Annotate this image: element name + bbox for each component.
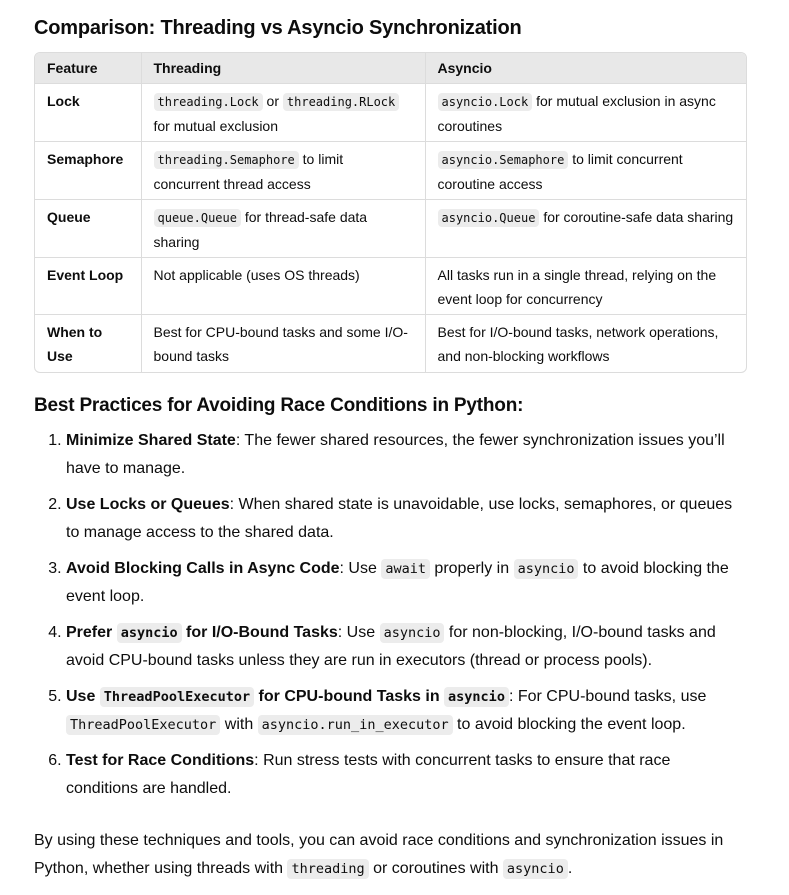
item-title-part: for I/O-Bound Tasks [181,623,338,641]
feature-cell: Queue [35,200,141,258]
inline-code: asyncio [503,859,568,879]
inline-code: asyncio [380,623,445,643]
item-title: Use Locks or Queues [66,495,230,513]
table-row [35,200,746,258]
feature-cell: Event Loop [35,258,141,315]
item-text: to avoid blocking the event loop. [66,559,729,605]
item-title [66,624,338,641]
summary-text: or coroutines with [368,859,503,877]
item-text: : Use [337,623,380,641]
inline-code: asyncio [514,559,579,579]
summary-text: . [567,859,573,877]
summary-text: By using these techniques and tools, you can avoid race conditions and synchronization issues in Python, whether using threads with [34,831,724,877]
threading-cell [141,84,425,142]
summary-paragraph [34,827,746,883]
best-practices-list [34,427,746,803]
table-row [35,84,746,142]
item-title: Avoid Blocking Calls in Async Code [66,559,340,577]
inline-code: ThreadPoolExecutor [66,715,220,735]
inline-code: threading.Semaphore [154,151,299,169]
threading-cell [141,200,425,258]
section-title: Comparison: Threading vs Asyncio Synchronization [34,17,522,39]
table-row [35,258,746,315]
item-title-part: Use [66,687,100,705]
comparison-table [34,52,747,373]
list-item [66,555,746,611]
inline-code: asyncio.Queue [438,209,540,227]
item-text: : When shared state is unavoidable, use locks, semaphores, or queues to manage access to the shared data. [66,495,733,541]
item-title: Test for Race Conditions [66,751,255,769]
list-item [66,619,746,675]
cell-text: for mutual exclusion in async coroutines [437,93,716,134]
item-title: Minimize Shared State [66,431,236,449]
threading-cell: Best for CPU-bound tasks and some I/O-bound tasks [141,315,425,372]
item-text: to avoid blocking the event loop. [452,715,686,733]
header-feature: Feature [35,53,141,84]
item-text: for non-blocking, I/O-bound tasks and avoid CPU-bound tasks unless they are run in executors (thread or process pools). [66,623,716,669]
inline-code: asyncio.Lock [438,93,533,111]
table-header-row [35,53,746,84]
cell-text: to limit concurrent thread access [153,151,344,192]
asyncio-cell [425,142,746,200]
best-practices-heading: Best Practices for Avoiding Race Conditions in Python: [34,394,524,416]
cell-text: for mutual exclusion [153,118,279,134]
item-title-part: Prefer [66,623,117,641]
threading-cell: Not applicable (uses OS threads) [141,258,425,315]
inline-code: await [381,559,430,579]
inline-code: queue.Queue [154,209,241,227]
inline-code: threading [287,859,368,879]
item-text: properly in [429,559,514,577]
item-text: : Run stress tests with concurrent tasks to ensure that race conditions are handled. [66,751,671,797]
inline-code: asyncio [117,623,182,643]
asyncio-cell: Best for I/O-bound tasks, network operations, and non-blocking workflows [437,324,719,364]
inline-code: threading.Lock [154,93,263,111]
feature-cell: When to Use [35,315,141,372]
feature-cell: Semaphore [35,142,141,200]
header-asyncio: Asyncio [425,53,746,84]
threading-cell [141,142,425,200]
inline-code: ThreadPoolExecutor [100,687,254,707]
item-text: with [220,715,258,733]
inline-code: asyncio.Semaphore [438,151,569,169]
inline-code: threading.RLock [283,93,399,111]
cell-text: for coroutine-safe data sharing [543,209,734,225]
list-item [66,427,746,483]
item-title [66,688,509,705]
table-row [35,315,746,372]
feature-cell: Lock [35,84,141,142]
list-item [66,683,746,739]
cell-text: to limit concurrent coroutine access [437,151,683,192]
item-text: : For CPU-bound tasks, use [508,687,707,705]
item-title-part: for CPU-bound Tasks in [254,687,445,705]
cell-text: for thread-safe data sharing [153,209,368,250]
list-item [66,491,746,547]
asyncio-cell: All tasks run in a single thread, relying on the event loop for concurrency [425,258,746,315]
header-threading: Threading [141,53,425,84]
cell-text: or [266,93,279,109]
table-row [35,142,746,200]
item-text: : The fewer shared resources, the fewer synchronization issues you’ll have to manage. [66,431,725,477]
inline-code: asyncio [444,687,509,707]
list-item [66,747,746,803]
inline-code: asyncio.run_in_executor [258,715,453,735]
asyncio-cell [425,200,746,258]
asyncio-cell [425,84,746,142]
item-text: : Use [339,559,382,577]
